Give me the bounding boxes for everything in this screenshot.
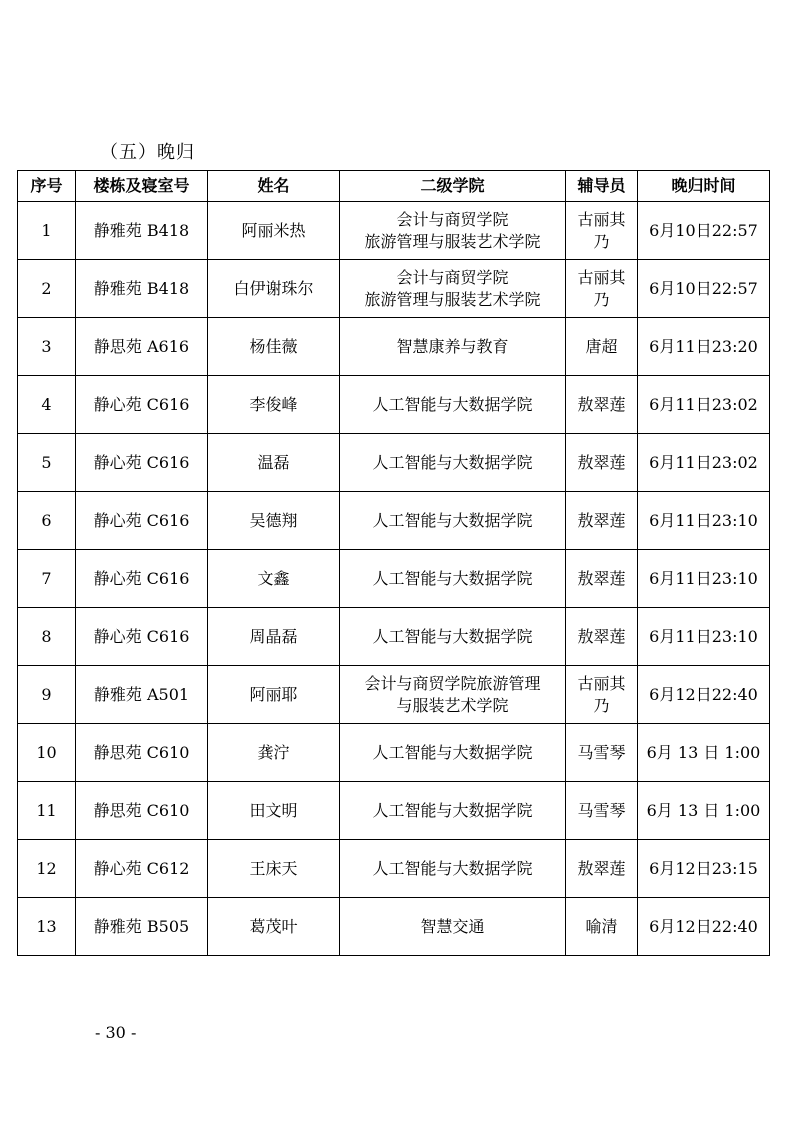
- cell-name: 阿丽米热: [208, 202, 340, 260]
- cell-college: 人工智能与大数据学院: [340, 434, 566, 492]
- cell-name: 田文明: [208, 782, 340, 840]
- cell-time: 6月10日22:57: [638, 202, 770, 260]
- cell-name: 吴德翔: [208, 492, 340, 550]
- header-room: 楼栋及寝室号: [76, 171, 208, 202]
- header-time: 晚归时间: [638, 171, 770, 202]
- cell-room: 静心苑 C616: [76, 608, 208, 666]
- table-row: [18, 318, 770, 376]
- cell-counselor: 古丽其 乃: [566, 202, 638, 260]
- cell-no: 12: [18, 840, 76, 898]
- cell-time: 6月11日23:10: [638, 492, 770, 550]
- cell-no: 8: [18, 608, 76, 666]
- cell-no: 11: [18, 782, 76, 840]
- cell-room: 静心苑 C616: [76, 492, 208, 550]
- cell-no: 2: [18, 260, 76, 318]
- cell-time: 6月12日22:40: [638, 898, 770, 956]
- page-number: - 30 -: [95, 1023, 137, 1042]
- cell-time: 6月11日23:02: [638, 376, 770, 434]
- cell-room: 静雅苑 B418: [76, 260, 208, 318]
- cell-no: 1: [18, 202, 76, 260]
- table-row: [18, 492, 770, 550]
- cell-no: 10: [18, 724, 76, 782]
- cell-time: 6月11日23:10: [638, 608, 770, 666]
- cell-counselor: 古丽其 乃: [566, 260, 638, 318]
- table-row: [18, 202, 770, 260]
- table-row: [18, 550, 770, 608]
- table-row: [18, 898, 770, 956]
- cell-room: 静思苑 A616: [76, 318, 208, 376]
- cell-no: 9: [18, 666, 76, 724]
- cell-counselor: 唐超: [566, 318, 638, 376]
- table-header-row: [18, 171, 770, 202]
- section-heading: （五）晚归: [100, 142, 195, 163]
- cell-room: 静思苑 C610: [76, 724, 208, 782]
- late-return-table: [17, 170, 770, 956]
- cell-name: 龚泞: [208, 724, 340, 782]
- cell-college: 人工智能与大数据学院: [340, 492, 566, 550]
- cell-time: 6月11日23:02: [638, 434, 770, 492]
- cell-counselor: 敖翠莲: [566, 492, 638, 550]
- table-body: [18, 202, 770, 956]
- cell-time: 6月11日23:20: [638, 318, 770, 376]
- cell-college: 会计与商贸学院旅游管理 与服装艺术学院: [340, 666, 566, 724]
- cell-college: 人工智能与大数据学院: [340, 724, 566, 782]
- cell-room: 静雅苑 B505: [76, 898, 208, 956]
- header-counselor: 辅导员: [566, 171, 638, 202]
- cell-time: 6月10日22:57: [638, 260, 770, 318]
- cell-college: 会计与商贸学院 旅游管理与服装艺术学院: [340, 202, 566, 260]
- cell-name: 温磊: [208, 434, 340, 492]
- cell-name: 文鑫: [208, 550, 340, 608]
- cell-room: 静心苑 C612: [76, 840, 208, 898]
- cell-room: 静心苑 C616: [76, 434, 208, 492]
- cell-college: 人工智能与大数据学院: [340, 550, 566, 608]
- header-name: 姓名: [208, 171, 340, 202]
- cell-counselor: 马雪琴: [566, 782, 638, 840]
- cell-room: 静心苑 C616: [76, 376, 208, 434]
- cell-no: 3: [18, 318, 76, 376]
- table-row: [18, 724, 770, 782]
- header-no: 序号: [18, 171, 76, 202]
- table-row: [18, 434, 770, 492]
- cell-counselor: 敖翠莲: [566, 434, 638, 492]
- table-row: [18, 260, 770, 318]
- cell-college: 会计与商贸学院 旅游管理与服装艺术学院: [340, 260, 566, 318]
- cell-counselor: 敖翠莲: [566, 376, 638, 434]
- cell-college: 人工智能与大数据学院: [340, 376, 566, 434]
- table-row: [18, 840, 770, 898]
- cell-name: 白伊谢珠尔: [208, 260, 340, 318]
- cell-time: 6月12日23:15: [638, 840, 770, 898]
- cell-room: 静雅苑 B418: [76, 202, 208, 260]
- cell-counselor: 喻清: [566, 898, 638, 956]
- cell-college: 智慧康养与教育: [340, 318, 566, 376]
- cell-college: 人工智能与大数据学院: [340, 840, 566, 898]
- cell-college: 人工智能与大数据学院: [340, 782, 566, 840]
- cell-no: 7: [18, 550, 76, 608]
- cell-time: 6月11日23:10: [638, 550, 770, 608]
- cell-counselor: 敖翠莲: [566, 550, 638, 608]
- cell-name: 周晶磊: [208, 608, 340, 666]
- header-college: 二级学院: [340, 171, 566, 202]
- cell-time: 6月 13 日 1:00: [638, 782, 770, 840]
- cell-college: 智慧交通: [340, 898, 566, 956]
- cell-name: 杨佳薇: [208, 318, 340, 376]
- cell-time: 6月 13 日 1:00: [638, 724, 770, 782]
- cell-no: 5: [18, 434, 76, 492]
- cell-counselor: 敖翠莲: [566, 608, 638, 666]
- cell-name: 王床天: [208, 840, 340, 898]
- cell-name: 葛茂叶: [208, 898, 340, 956]
- cell-no: 13: [18, 898, 76, 956]
- cell-counselor: 马雪琴: [566, 724, 638, 782]
- cell-name: 阿丽耶: [208, 666, 340, 724]
- cell-room: 静心苑 C616: [76, 550, 208, 608]
- cell-counselor: 古丽其 乃: [566, 666, 638, 724]
- cell-name: 李俊峰: [208, 376, 340, 434]
- table-row: [18, 376, 770, 434]
- table-row: [18, 782, 770, 840]
- cell-no: 4: [18, 376, 76, 434]
- cell-time: 6月12日22:40: [638, 666, 770, 724]
- cell-counselor: 敖翠莲: [566, 840, 638, 898]
- cell-room: 静雅苑 A501: [76, 666, 208, 724]
- cell-room: 静思苑 C610: [76, 782, 208, 840]
- table-row: [18, 666, 770, 724]
- cell-college: 人工智能与大数据学院: [340, 608, 566, 666]
- table-row: [18, 608, 770, 666]
- cell-no: 6: [18, 492, 76, 550]
